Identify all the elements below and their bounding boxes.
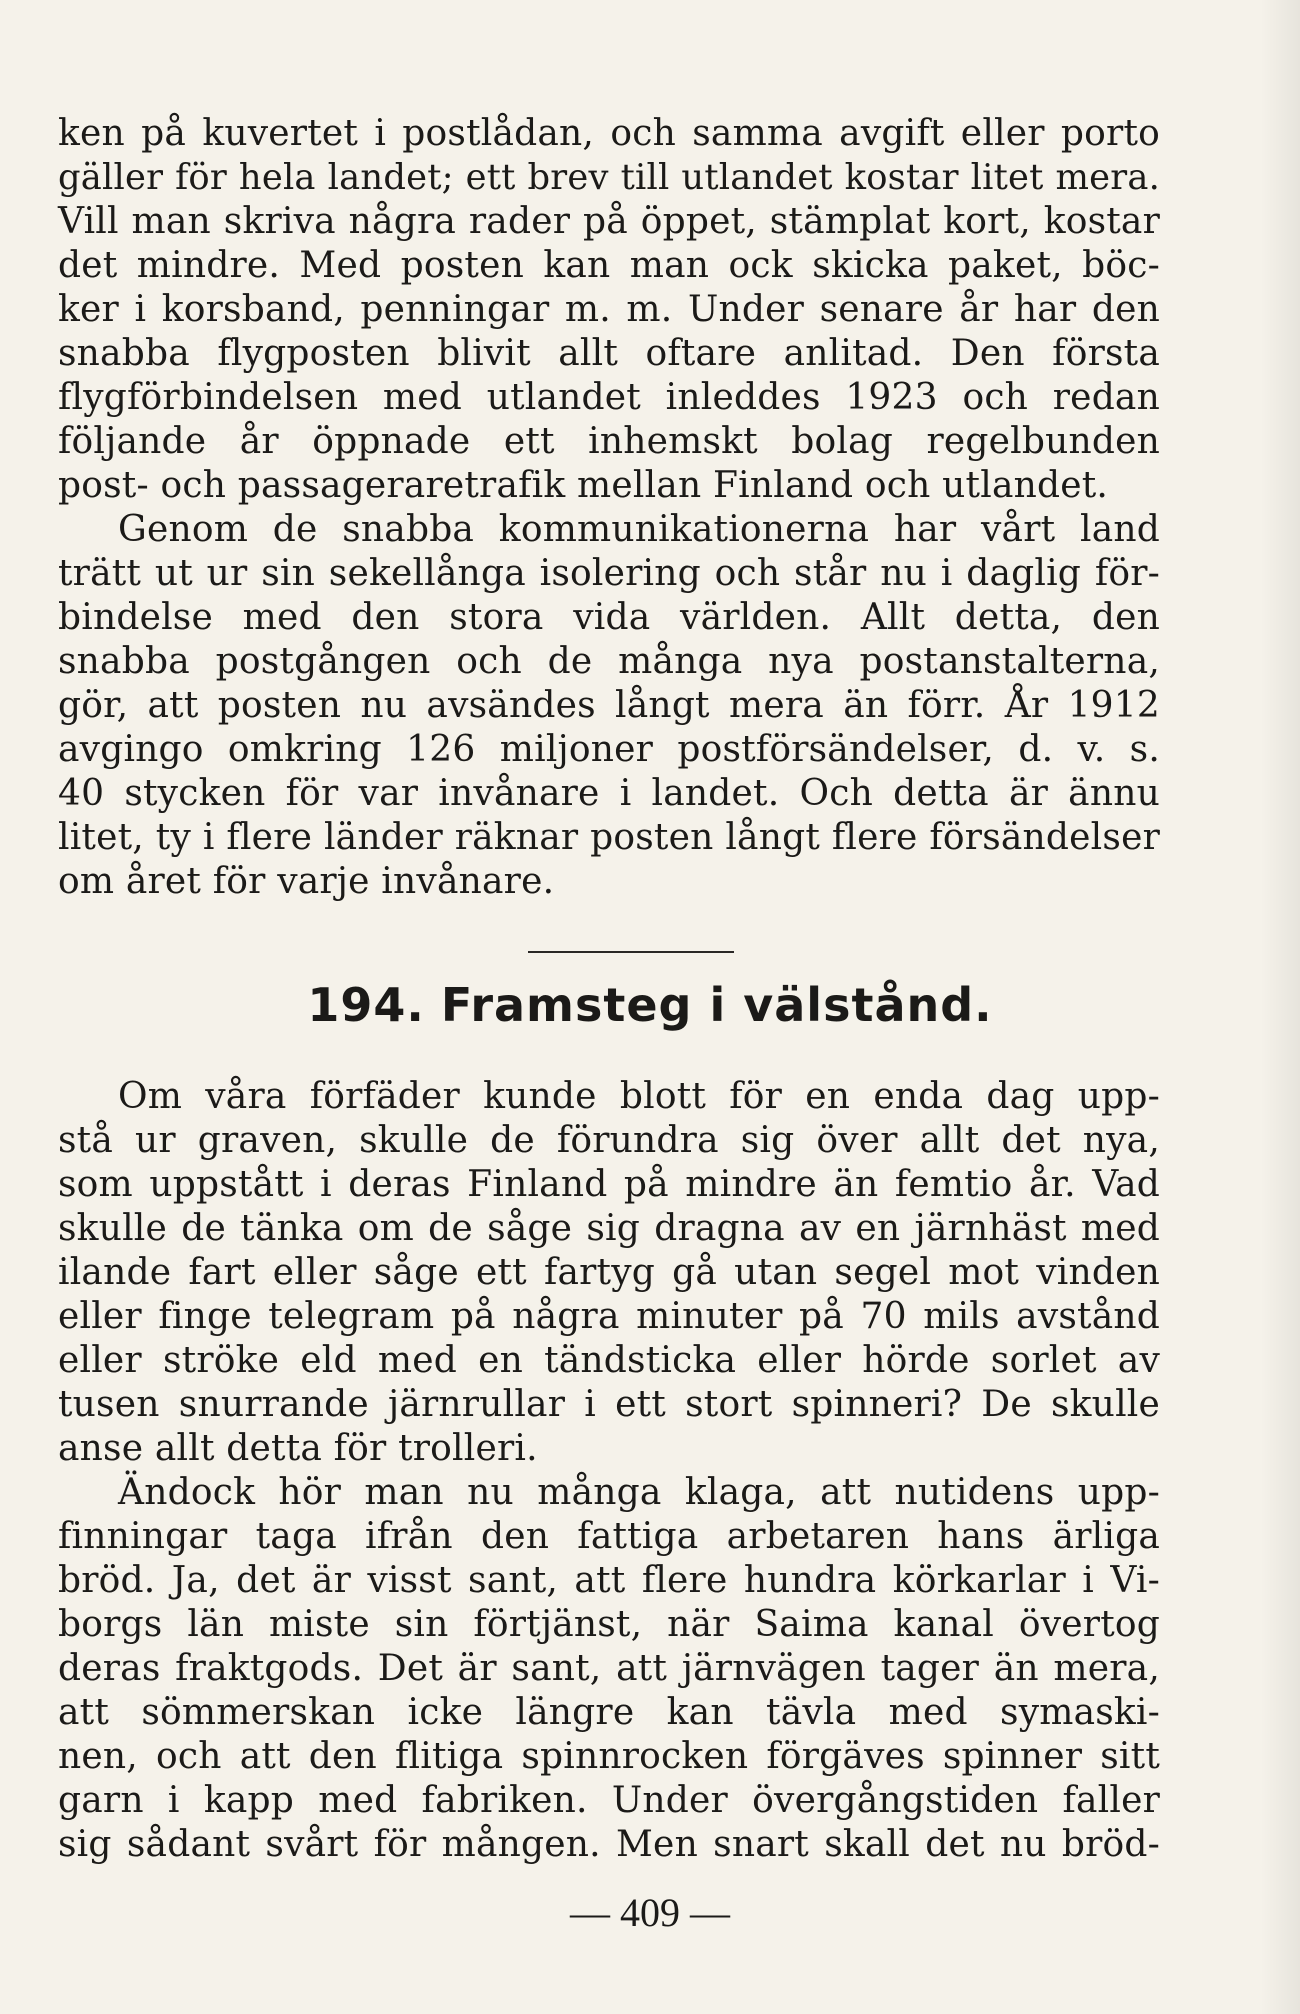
text-line: ker i korsband, penningar m. m. Under senare år har den xyxy=(58,289,1160,330)
text-line: litet, ty i flere länder räknar posten långt flere försändelser xyxy=(58,817,1160,858)
text-line: flygförbindelsen med utlandet inleddes 1923 och redan xyxy=(58,377,1160,418)
text-line: Ändock hör man nu många klaga, att nutidens upp- xyxy=(118,1472,1160,1513)
section-title: Framsteg i välstånd. xyxy=(440,978,993,1032)
section-number: 194. xyxy=(307,978,425,1032)
text-line: sig sådant svårt för mången. Men snart skall det nu bröd- xyxy=(58,1824,1160,1865)
text-line: eller ströke eld med en tändsticka eller hörde sorlet av xyxy=(58,1340,1160,1381)
text-line: bröd. Ja, det är visst sant, att flere hundra körkarlar i Vi- xyxy=(58,1560,1160,1601)
text-line: Om våra förfäder kunde blott för en enda dag upp- xyxy=(118,1076,1160,1117)
text-line: stå ur graven, skulle de förundra sig över allt det nya, xyxy=(58,1120,1160,1161)
text-line: Vill man skriva några rader på öppet, stämplat kort, kostar xyxy=(58,201,1160,242)
text-line: det mindre. Med posten kan man ock skicka paket, böc- xyxy=(58,245,1160,286)
section-heading xyxy=(0,972,1300,1038)
text-line: garn i kapp med fabriken. Under övergångstiden faller xyxy=(58,1780,1160,1821)
page-number: — 409 — xyxy=(570,1890,730,1935)
continued-paragraph xyxy=(58,112,1160,904)
text-line: gäller för hela landet; ett brev till utlandet kostar litet mera. xyxy=(58,157,1160,198)
text-line: som uppstått i deras Finland på mindre än femtio år. Vad xyxy=(58,1164,1160,1205)
text-line: att sömmerskan icke längre kan tävla med symaski- xyxy=(58,1692,1160,1733)
text-line: tusen snurrande järnrullar i ett stort spinneri? De skulle xyxy=(58,1384,1160,1425)
text-line: snabba flygposten blivit allt oftare anlitad. Den första xyxy=(58,333,1160,374)
text-line: snabba postgången och de många nya postanstalterna, xyxy=(58,641,1160,682)
text-line: om året för varje invånare. xyxy=(58,861,555,902)
text-line: ken på kuvertet i postlådan, och samma avgift eller porto xyxy=(58,113,1160,154)
text-line: Genom de snabba kommunikationerna har vårt land xyxy=(118,509,1160,550)
section-divider xyxy=(528,951,734,953)
text-line: ilande fart eller såge ett fartyg gå utan segel mot vinden xyxy=(58,1252,1160,1293)
text-line: 40 stycken för var invånare i landet. Och detta är ännu xyxy=(58,773,1160,814)
text-line: gör, att posten nu avsändes långt mera än förr. År 1912 xyxy=(58,685,1160,726)
section-body xyxy=(58,1075,1160,1867)
text-line: eller finge telegram på några minuter på 70 mils avstånd xyxy=(58,1296,1160,1337)
text-line: följande år öppnade ett inhemskt bolag regelbunden xyxy=(58,421,1160,462)
text-line: finningar taga ifrån den fattiga arbetaren hans ärliga xyxy=(58,1516,1160,1557)
text-line: anse allt detta för trolleri. xyxy=(58,1428,538,1469)
text-line: trätt ut ur sin sekellånga isolering och står nu i daglig för- xyxy=(58,553,1160,594)
text-line: skulle de tänka om de såge sig dragna av en järnhäst med xyxy=(58,1208,1160,1249)
text-line: nen, och att den flitiga spinnrocken förgäves spinner sitt xyxy=(58,1736,1160,1777)
text-line: borgs län miste sin förtjänst, när Saima kanal övertog xyxy=(58,1604,1160,1645)
text-line: deras fraktgods. Det är sant, att järnvägen tager än mera, xyxy=(58,1648,1160,1689)
text-line: post- och passageraretrafik mellan Finland och utlandet. xyxy=(58,465,1109,506)
text-line: bindelse med den stora vida världen. Allt detta, den xyxy=(58,597,1160,638)
text-line: avgingo omkring 126 miljoner postförsändelser, d. v. s. xyxy=(58,729,1160,770)
